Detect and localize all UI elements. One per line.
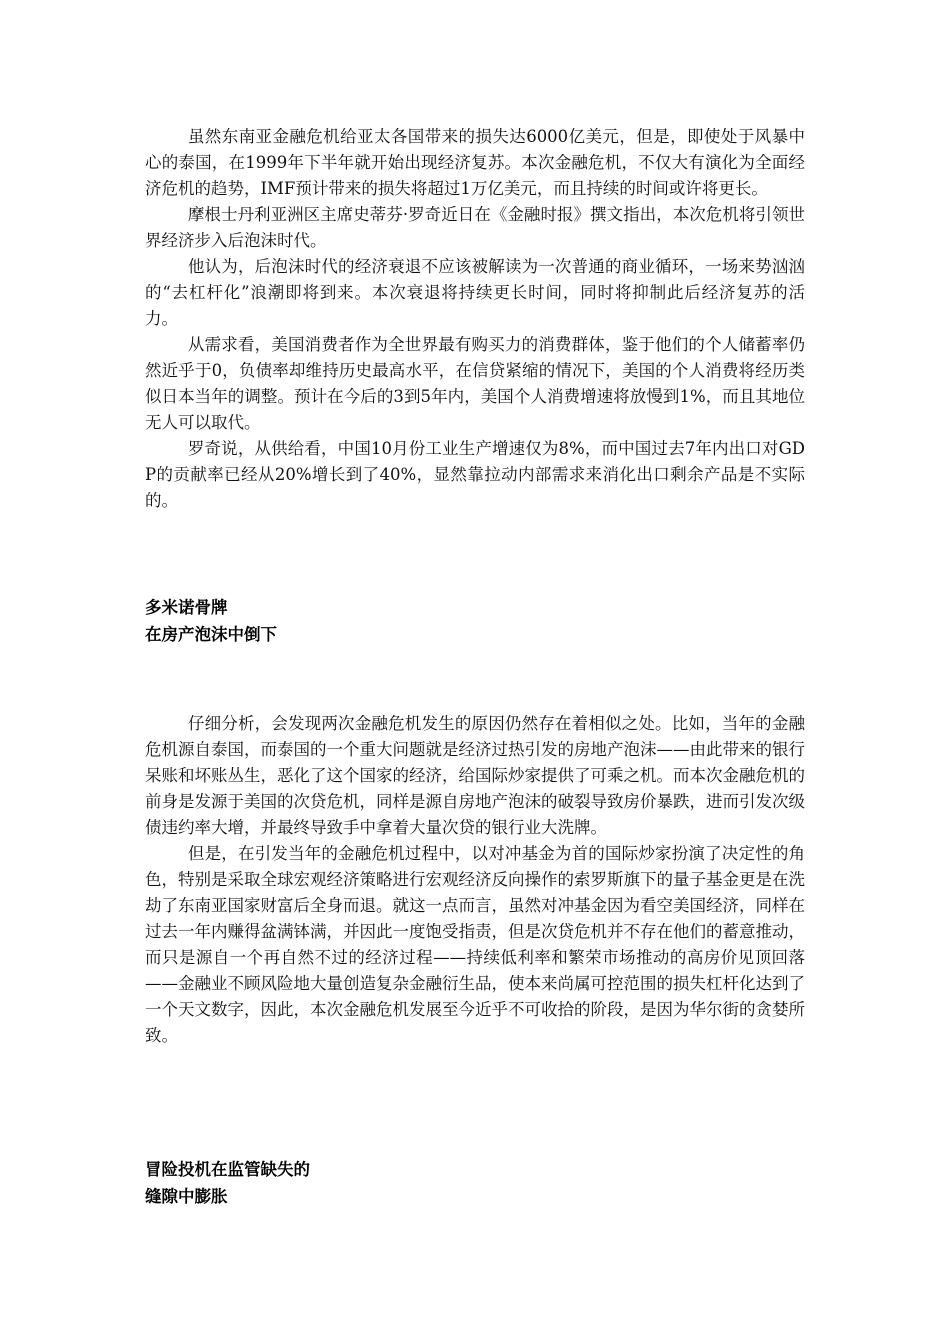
paragraph: 仔细分析，会发现两次金融危机发生的原因仍然存在着相似之处。比如，当年的金融危机源自泰国，而泰国的一个重大问题就是经济过热引发的房地产泡沫——由此带来的银行呆账和坏账丛生，恶化了这个国家的经济，给国际炒家提供了可乘之机。而本次金融危机的前身是发源于美国的次贷危机，同样是源自房地产泡沫的破裂导致房价暴跌，进而引发次级债违约率大增，并最终导致手中拿着大量次贷的银行业大洗牌。 — [145, 714, 805, 837]
paragraph: 虽然东南亚金融危机给亚太各国带来的损失达6000亿美元，但是，即使处于风暴中心的泰国，在1999年下半年就开始出现经济复苏。本次金融危机，不仅大有演化为全面经济危机的趋势，IMF预计带来的损失将超过1万亿美元，而且持续的时间或许将更长。 — [145, 127, 805, 198]
paragraph: 但是，在引发当年的金融危机过程中，以对冲基金为首的国际炒家扮演了决定性的角色，特别是采取全球宏观经济策略进行宏观经济反向操作的索罗斯旗下的量子基金更是在洗劫了东南亚国家财富后全身而退。就这一点而言，虽然对冲基金因为看空美国经济，同样在过去一年内赚得盆满钵满，并因此一度饱受指责，但是次贷危机并不存在他们的蓄意推动，而只是源自一个再自然不过的经济过程——持续低利率和繁荣市场推动的高房价见顶回落——金融业不顾风险地大量创造复杂金融衍生品，使本来尚属可控范围的损失杠杆化达到了一个天文数字，因此，本次金融危机发展至今近乎不可收拾的阶段，是因为华尔街的贪婪所致。 — [145, 844, 805, 1045]
paragraph: 从需求看，美国消费者作为全世界最有购买力的消费群体，鉴于他们的个人储蓄率仍然近乎于0，负债率却维持历史最高水平，在信贷紧缩的情况下，美国的个人消费将经历类似日本当年的调整。预计在今后的3到5年内，美国个人消费增速将放慢到1%，而且其地位无人可以取代。 — [145, 335, 805, 432]
paragraph: 他认为，后泡沫时代的经济衰退不应该被解读为一次普通的商业循环，一场来势汹汹的“去杠杆化”浪潮即将到来。本次衰退将持续更长时间，同时将抑制此后经济复苏的活力。 — [145, 257, 805, 328]
article-section-1 — [145, 124, 805, 514]
section-heading-1 — [145, 594, 277, 648]
paragraph: 罗奇说，从供给看，中国10月份工业生产增速仅为8%，而中国过去7年内出口对GDP的贡献率已经从20%增长到了40%，显然靠拉动内部需求来消化出口剩余产品是不实际的。 — [145, 439, 805, 510]
heading-line: 在房产泡沫中倒下 — [145, 625, 277, 644]
heading-line: 冒险投机在监管缺失的 — [145, 1160, 310, 1179]
heading-line: 多米诺骨牌 — [145, 598, 228, 617]
paragraph: 摩根士丹利亚洲区主席史蒂芬·罗奇近日在《金融时报》撰文指出，本次危机将引领世界经济步入后泡沫时代。 — [145, 205, 805, 250]
article-section-2 — [145, 711, 805, 1049]
section-heading-2 — [145, 1156, 310, 1210]
heading-line: 缝隙中膨胀 — [145, 1187, 228, 1206]
